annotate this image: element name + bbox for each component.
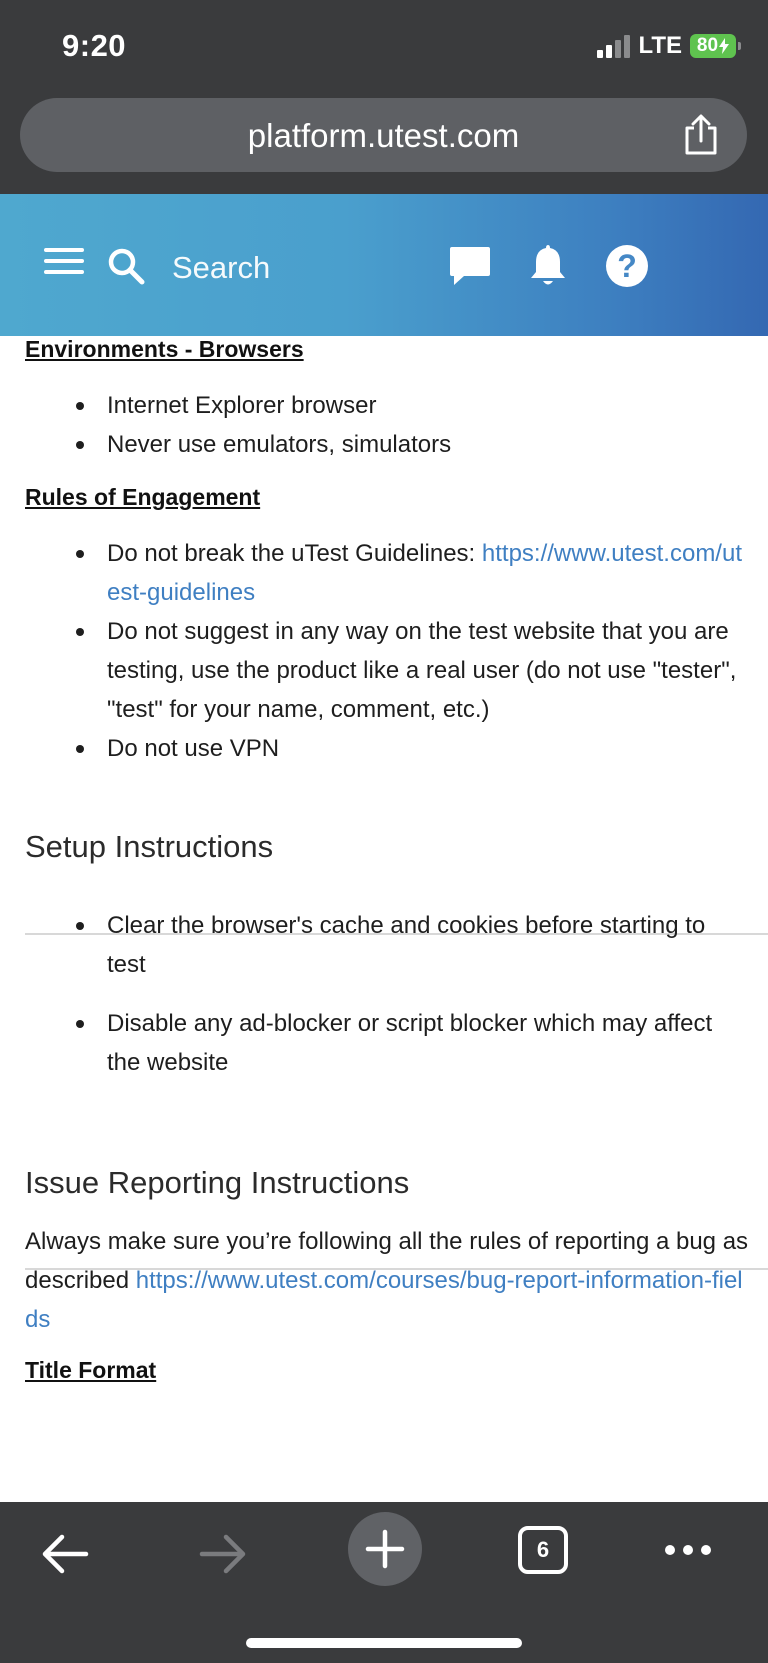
- plus-icon: [348, 1512, 422, 1586]
- status-bar: [0, 0, 768, 94]
- environments-heading: Environments - Browsers: [25, 336, 304, 362]
- share-icon[interactable]: [681, 114, 721, 156]
- browser-toolbar: [0, 1502, 768, 1663]
- search-field[interactable]: Search: [172, 250, 271, 285]
- chat-icon[interactable]: [448, 244, 492, 288]
- charging-bolt-icon: [719, 38, 729, 54]
- environments-list: [0, 386, 768, 464]
- battery-icon: [690, 34, 736, 58]
- tab-count: 6: [536, 1537, 550, 1562]
- search-icon[interactable]: [106, 246, 146, 286]
- forward-arrow-icon[interactable]: [198, 1532, 248, 1576]
- list-item: Internet Explorer browser: [0, 386, 768, 425]
- status-time: 9:20: [62, 28, 127, 63]
- list-item: Disable any ad-blocker or script blocker which may affect the website: [0, 1004, 768, 1082]
- issue-reporting-text: [25, 1222, 750, 1339]
- app-header: [0, 194, 768, 336]
- list-item: [0, 534, 768, 612]
- setup-instructions-title: Setup Instructions: [25, 829, 274, 864]
- rules-item-text: Do not break the uTest Guidelines:: [107, 540, 482, 567]
- setup-list: [0, 906, 768, 1082]
- bell-icon[interactable]: [528, 242, 568, 288]
- url-text: platform.utest.com: [247, 117, 520, 154]
- list-item: Never use emulators, simulators: [0, 425, 768, 464]
- network-type: LTE: [638, 32, 682, 59]
- bug-report-fields-link[interactable]: https://www.utest.com/courses/bug-report-information-fields: [25, 1267, 743, 1333]
- battery-level: 80: [696, 35, 719, 56]
- new-tab-button[interactable]: [348, 1512, 422, 1586]
- title-format-heading: Title Format: [25, 1357, 157, 1383]
- help-icon[interactable]: ?: [606, 245, 648, 287]
- page-content: [0, 336, 768, 1502]
- browser-address-area: [0, 94, 768, 194]
- list-item: Do not use VPN: [0, 729, 768, 768]
- status-indicators: [597, 32, 736, 60]
- signal-strength-icon: [597, 34, 630, 58]
- utest-guidelines-link[interactable]: https://www.utest.com/utest-guidelines: [107, 540, 742, 606]
- hamburger-icon[interactable]: [44, 248, 84, 276]
- list-item: Do not suggest in any way on the test website that you are testing, use the product like a real user (do not use "tester", "test" for your name, comment, etc.): [0, 612, 768, 729]
- rules-list: [0, 534, 768, 768]
- list-item: Clear the browser's cache and cookies before starting to test: [0, 906, 768, 984]
- issue-reporting-body: Always make sure you’re following all the rules of reporting a bug as described: [25, 1228, 749, 1294]
- back-arrow-icon[interactable]: [40, 1532, 90, 1576]
- home-indicator[interactable]: [246, 1638, 522, 1648]
- rules-heading: Rules of Engagement: [25, 484, 261, 510]
- address-bar[interactable]: [20, 98, 747, 172]
- tabs-button[interactable]: [518, 1526, 568, 1574]
- more-icon[interactable]: [664, 1544, 712, 1556]
- issue-reporting-title: Issue Reporting Instructions: [25, 1165, 410, 1200]
